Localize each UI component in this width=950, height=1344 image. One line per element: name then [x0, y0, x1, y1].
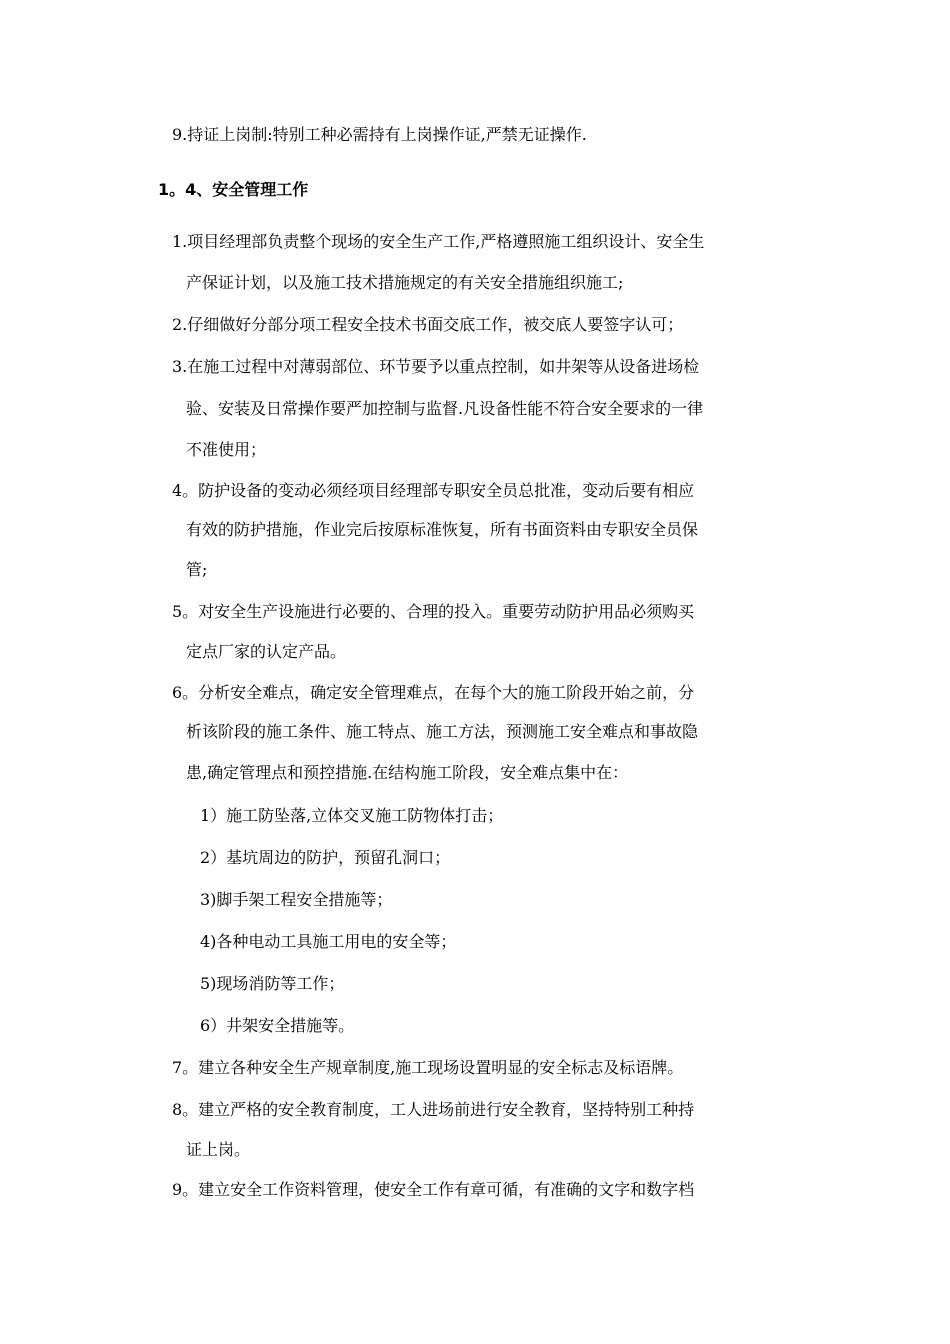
subitem-line: 2）基坑周边的防护，预留孔洞口； — [200, 848, 451, 867]
paragraph-line: 验、安装及日常操作要严加控制与监督.凡设备性能不符合安全要求的一律 — [186, 399, 704, 418]
paragraph-line: 8。建立严格的安全教育制度，工人进场前进行安全教育，坚持特别工种持 — [172, 1100, 695, 1119]
paragraph-line: 患,确定管理点和预控措施.在结构施工阶段，安全难点集中在： — [186, 763, 629, 782]
paragraph-line: 7。建立各种安全生产规章制度,施工现场设置明显的安全标志及标语牌。 — [172, 1058, 684, 1077]
paragraph-line: 析该阶段的施工条件、施工特点、施工方法，预测施工安全难点和事故隐 — [186, 722, 699, 741]
paragraph-line: 4。防护设备的变动必须经项目经理部专职安全员总批准，变动后要有相应 — [172, 481, 695, 500]
paragraph-line: 管; — [186, 560, 208, 579]
paragraph-line: 有效的防护措施，作业完后按原标准恢复，所有书面资料由专职安全员保 — [186, 520, 699, 539]
paragraph-line: 5。对安全生产设施进行必要的、合理的投入。重要劳动防护用品必须购买 — [172, 602, 695, 621]
subitem-line: 3)脚手架工程安全措施等； — [200, 890, 393, 909]
paragraph-line: 证上岗。 — [186, 1140, 251, 1159]
paragraph-line: 2.仔细做好分部分项工程安全技术书面交底工作，被交底人要签字认可； — [172, 315, 684, 334]
intro-line: 9.持证上岗制:特别工种必需持有上岗操作证,严禁无证操作. — [172, 125, 587, 144]
subitem-line: 6）井架安全措施等。 — [200, 1016, 355, 1035]
paragraph-line: 产保证计划，以及施工技术措施规定的有关安全措施组织施工; — [186, 273, 624, 292]
subitem-line: 4)各种电动工具施工用电的安全等； — [200, 932, 457, 951]
paragraph-line: 6。分析安全难点，确定安全管理难点，在每个大的施工阶段开始之前，分 — [172, 683, 695, 702]
paragraph-line: 9。建立安全工作资料管理，使安全工作有章可循，有准确的文字和数字档 — [172, 1180, 695, 1199]
paragraph-line: 3.在施工过程中对薄弱部位、环节要予以重点控制，如井架等从设备进场检 — [172, 357, 700, 376]
paragraph-line: 定点厂家的认定产品。 — [186, 642, 347, 661]
section-heading: 1。4、安全管理工作 — [158, 180, 309, 199]
paragraph-line: 1.项目经理部负责整个现场的安全生产工作,严格遵照施工组织设计、安全生 — [172, 232, 705, 251]
subitem-line: 5)现场消防等工作； — [200, 974, 345, 993]
subitem-line: 1）施工防坠落,立体交叉施工防物体打击； — [200, 806, 504, 825]
paragraph-line: 不准使用； — [186, 440, 267, 459]
